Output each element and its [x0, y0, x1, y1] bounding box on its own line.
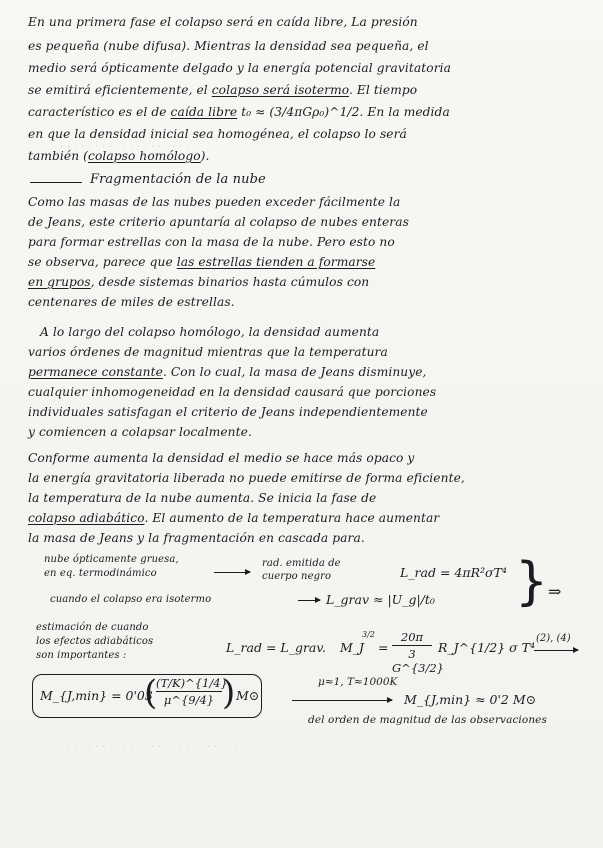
implies-arrow-icon: ⇒ [548, 582, 562, 601]
adiabatic-line-2: la energía gravitatoria liberada no puede emitirse de forma eficiente, [28, 471, 465, 485]
right-brace-icon: } [515, 552, 549, 612]
homologous-line-1: A lo largo del colapso homólogo, la densidad aumenta [40, 325, 380, 339]
reference-numbers: (2), (4) [536, 633, 571, 644]
fraction-numerator: 20π [400, 630, 424, 644]
min-jeans-mass-lhs: M_{J,min} = 0'03 [40, 688, 153, 703]
frag-line-6: centenares de miles de estrellas. [28, 295, 235, 309]
intro-text: . El tiempo [348, 83, 418, 97]
homologous-line-2: varios órdenes de magnitud mientras que la temperatura [28, 345, 388, 359]
intro-line-1: En una primera fase el colapso será en caída libre, La presión [28, 15, 418, 29]
observations-note: del orden de magnitud de las observaciones [308, 714, 547, 726]
blackbody-label: cuerpo negro [262, 571, 332, 582]
show-through-text: · · · · · · · · · · · · · · · · · · · · · · · · · · [60, 740, 239, 753]
thermo-eq-label: en eq. termodinámico [44, 568, 157, 579]
homologous-line-4: cualquier inhomogeneidad en la densidad causará que porciones [28, 385, 437, 399]
heading-dash [30, 182, 82, 183]
fraction-bar [392, 645, 432, 646]
frag-line-5 [28, 274, 369, 290]
frag-text: , desde sistemas binarios hasta cúmulos con [90, 275, 370, 289]
homologous-line-5: individuales satisfagan el criterio de Jeans independientemente [28, 405, 428, 419]
box-fraction-bar [156, 691, 222, 692]
left-paren-icon: ( [144, 673, 158, 713]
stars-form-groups-term: las estrellas tienden a formarse [176, 255, 376, 269]
estimation-label-2: los efectos adiabáticos [36, 636, 154, 647]
adiabatic-line-4 [28, 510, 439, 526]
jeans-fraction [392, 630, 444, 675]
box-fraction [156, 676, 228, 707]
adiabatic-line-1: Conforme aumenta la densidad el medio se hace más opaco y [28, 451, 415, 465]
thick-cloud-label: nube ópticamente gruesa, [44, 554, 179, 565]
estimation-label-3: son importantes : [36, 650, 127, 661]
homologous-line-6: y comiencen a colapsar localmente. [28, 425, 252, 439]
free-fall-term: caída libre [170, 105, 238, 119]
intro-line-2: es pequeña (nube difusa). Mientras la densidad sea pequeña, el [28, 39, 429, 53]
frag-line-1: Como las masas de las nubes pueden exceder fácilmente la [28, 195, 401, 209]
box-fraction-numerator: (T/K)^{1/4} [156, 676, 228, 690]
arrow-icon [214, 572, 250, 573]
intro-line-7 [28, 148, 210, 164]
constant-temperature-term: permanece constante [28, 365, 163, 379]
intro-line-5 [28, 104, 450, 120]
radiated-luminosity-eq: L_rad = 4πR²σT⁴ [400, 565, 507, 580]
arrow-icon [292, 700, 392, 701]
box-fraction-denominator: μ^{9/4} [163, 693, 215, 707]
condition-label: μ≈1, T≈1000K [318, 676, 398, 688]
adiabatic-collapse-term: colapso adiabático [28, 511, 145, 525]
jeans-radius-term: R_J^{1/2} σ T⁴ [438, 640, 535, 655]
homologous-collapse-term: colapso homólogo [88, 149, 201, 163]
radiation-label: rad. emitida de [262, 558, 341, 569]
isothermal-label: cuando el colapso era isotermo [50, 594, 212, 605]
grav-luminosity-eq: L_grav ≈ |U_g|/t₀ [326, 592, 435, 607]
estimation-label-1: estimación de cuando [36, 622, 149, 633]
intro-line-6: en que la densidad inicial sea homogénea, el colapso lo será [28, 127, 407, 141]
isothermal-collapse-term: colapso será isotermo [211, 83, 349, 97]
solar-mass-unit: M⊙ [236, 688, 260, 703]
fraction-denominator: 3 G^{3/2} [392, 647, 444, 675]
adiabatic-line-5: la masa de Jeans y la fragmentación en cascada para. [28, 531, 365, 545]
intro-text: ). [200, 149, 210, 163]
free-fall-time-formula: t₀ ≈ (3/4πGρ₀)^1/2. En la medida [237, 105, 450, 119]
section-heading-fragmentation: Fragmentación de la nube [90, 172, 266, 187]
adiabatic-text: . El aumento de la temperatura hace aumentar [144, 511, 440, 525]
frag-text: se observa, parece que [28, 255, 177, 269]
intro-text: también ( [28, 149, 89, 163]
min-jeans-mass-result: M_{J,min} ≈ 0'2 M⊙ [404, 692, 537, 707]
homologous-text: . Con lo cual, la masa de Jeans disminuye, [162, 365, 427, 379]
equals-sign: = [378, 640, 389, 655]
show-through-text: · · · · · · · · · · · · · · · · · · · [60, 140, 190, 153]
jeans-mass-symbol: M_J [340, 640, 365, 655]
frag-line-3: para formar estrellas con la masa de la nube. Pero esto no [28, 235, 395, 249]
adiabatic-line-3: la temperatura de la nube aumenta. Se inicia la fase de [28, 491, 377, 505]
intro-line-4 [28, 82, 417, 98]
in-groups-term: en grupos [28, 275, 91, 289]
intro-text: se emitirá eficientemente, el [28, 83, 212, 97]
intro-text: característico es el de [28, 105, 171, 119]
luminosity-equality-eq: L_rad = L_grav. [226, 640, 326, 655]
frag-line-2: de Jeans, este criterio apuntaría al colapso de nubes enteras [28, 215, 409, 229]
homologous-line-3 [28, 364, 427, 380]
right-paren-icon: ) [222, 673, 236, 713]
jeans-mass-exponent: 3/2 [362, 630, 375, 639]
arrow-icon [298, 600, 320, 601]
frag-line-4 [28, 254, 375, 270]
intro-line-3: medio será ópticamente delgado y la energía potencial gravitatoria [28, 61, 451, 75]
arrow-icon [534, 650, 578, 651]
